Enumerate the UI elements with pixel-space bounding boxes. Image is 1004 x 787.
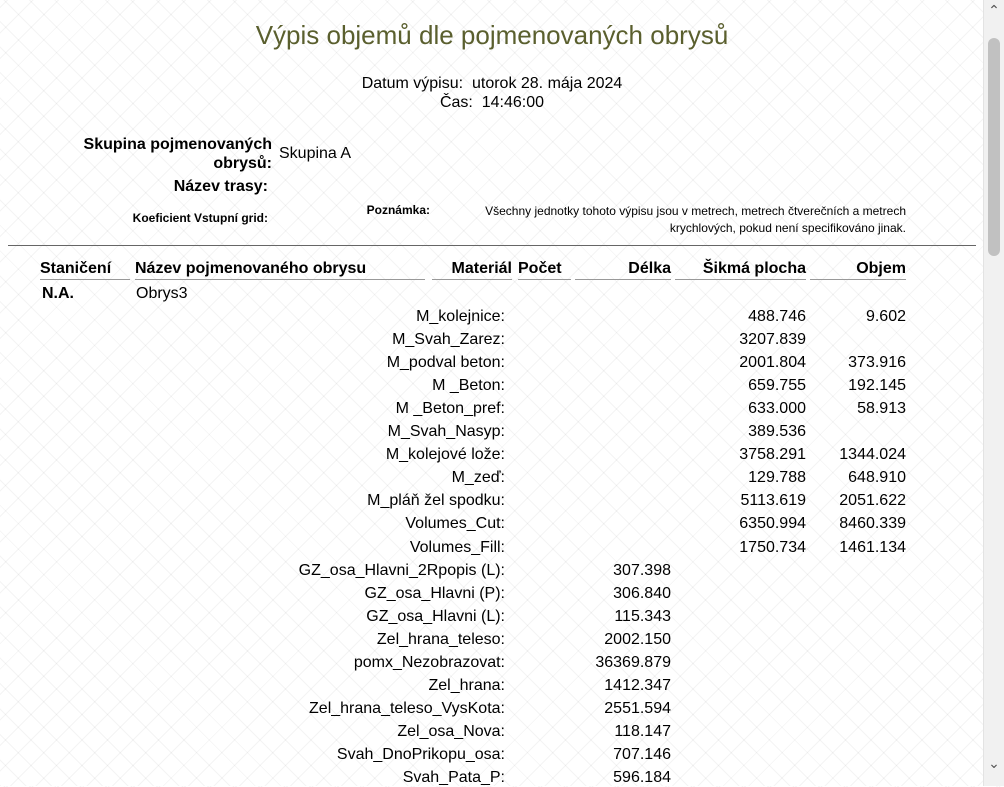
group-label-line2: obrysů:: [213, 155, 272, 172]
volume-value: 8460.339: [839, 515, 906, 532]
area-value: 659.755: [748, 377, 806, 394]
material-label: Zel_osa_Nova:: [397, 723, 505, 740]
length-value: 306.840: [613, 585, 671, 602]
volume-value: 2051.622: [839, 492, 906, 509]
station-value: N.A.: [42, 285, 74, 302]
material-label: Zel_hrana:: [428, 677, 505, 694]
volume-value: 1461.134: [839, 539, 906, 556]
material-label: M_Svah_Nasyp:: [387, 423, 505, 440]
material-label: Svah_Pata_P:: [402, 769, 505, 786]
volume-value: 9.602: [865, 308, 906, 325]
length-value: 2551.594: [604, 700, 671, 717]
col-station: Staničení: [40, 260, 130, 280]
material-label: GZ_osa_Hlavni (P):: [364, 585, 505, 602]
group-label: [40, 135, 272, 173]
material-label: M_Svah_Zarez:: [392, 331, 505, 348]
col-count: Počet: [518, 260, 571, 280]
col-length: Délka: [575, 260, 671, 280]
volume-value: 648.910: [848, 469, 906, 486]
length-value: 36369.879: [595, 654, 671, 671]
area-value: 5113.619: [740, 492, 806, 509]
note-label: Poznámka:: [366, 203, 430, 217]
material-label: Zel_hrana_teleso_VysKota:: [309, 700, 505, 717]
material-label: GZ_osa_Hlavni (L):: [366, 608, 505, 625]
date-label: Datum výpisu:: [361, 75, 464, 92]
col-name: Název pojmenovaného obrysu: [135, 260, 425, 280]
time-value: 14:46:00: [481, 94, 545, 111]
length-value: 307.398: [613, 562, 671, 579]
time-line: [0, 94, 984, 112]
material-label: Svah_DnoPrikopu_osa:: [336, 746, 505, 763]
length-value: 2002.150: [604, 631, 671, 648]
group-label-line1: Skupina pojmenovaných: [83, 136, 272, 153]
material-label: M_kolejnice:: [416, 308, 505, 325]
time-label: Čas:: [439, 94, 473, 111]
material-label: Zel_hrana_teleso:: [376, 631, 505, 648]
material-label: M _Beton_pref:: [395, 400, 505, 417]
separator-line: [8, 245, 976, 246]
route-label: Název trasy:: [173, 178, 268, 195]
material-label: pomx_Nezobrazovat:: [353, 654, 505, 671]
group-value: Skupina A: [279, 145, 352, 162]
material-label: Volumes_Fill:: [409, 539, 505, 556]
col-material: Materiál: [432, 260, 512, 280]
report-title: Výpis objemů dle pojmenovaných obrysů: [255, 20, 729, 50]
material-label: M _Beton:: [432, 377, 505, 394]
material-label: M_podval beton:: [386, 354, 505, 371]
material-label: M_pláň žel spodku:: [367, 492, 505, 509]
area-value: 633.000: [748, 400, 806, 417]
scroll-down-icon[interactable]: ⌄: [988, 755, 1000, 771]
material-label: M_zeď:: [451, 469, 505, 486]
length-value: 707.146: [613, 746, 671, 763]
col-volume: Objem: [810, 260, 906, 280]
volume-value: 192.145: [848, 377, 906, 394]
material-label: M_kolejové lože:: [385, 446, 505, 463]
area-value: 6350.994: [739, 515, 806, 532]
area-value: 2001.804: [739, 354, 806, 371]
vertical-scrollbar[interactable]: [983, 0, 1004, 786]
area-value: 488.746: [748, 308, 806, 325]
scroll-up-icon[interactable]: ⌃: [988, 2, 1000, 18]
length-value: 118.147: [614, 723, 671, 740]
outline-name: Obrys3: [136, 285, 188, 302]
area-value: 1750.734: [739, 539, 806, 556]
note-line1: Všechny jednotky tohoto výpisu jsou v metrech, metrech čtverečních a metrech: [485, 204, 906, 218]
length-value: 115.343: [614, 608, 671, 625]
volume-value: 58.913: [857, 400, 906, 417]
area-value: 129.788: [748, 469, 806, 486]
volume-value: 1344.024: [839, 446, 906, 463]
material-label: Volumes_Cut:: [405, 515, 505, 532]
note-line2: krychlových, pokud není specifikováno jinak.: [669, 221, 906, 235]
length-value: 596.184: [613, 769, 671, 786]
area-value: 389.536: [748, 423, 806, 440]
col-area: Šikmá plocha: [675, 260, 806, 280]
note-text: [436, 203, 906, 237]
area-value: 3758.291: [739, 446, 806, 463]
material-label: GZ_osa_Hlavni_2Rpopis (L):: [298, 562, 505, 579]
scroll-thumb[interactable]: [988, 38, 1000, 256]
date-line: [0, 75, 984, 93]
length-value: 1412.347: [604, 677, 671, 694]
area-value: 3207.839: [739, 331, 806, 348]
coef-label: Koeficient Vstupní grid:: [132, 211, 268, 225]
volume-value: 373.916: [848, 354, 906, 371]
date-value: utorok 28. mája 2024: [471, 75, 623, 92]
